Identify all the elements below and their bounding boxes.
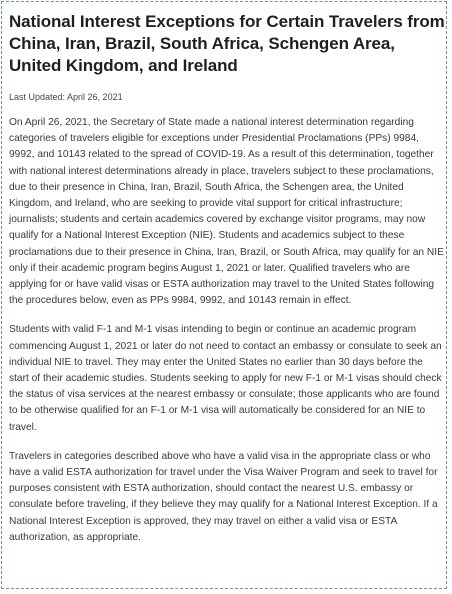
paragraph-determination: On April 26, 2021, the Secretary of State made a national interest determination regarding categories of travelers eligible for exceptions under Presidential Proclamations (PPs) 9984, 9992, and 10143 related to the spread of COVID-19. As a result of this determination, together with national interest determinations already in place, travelers subject to these proclamations, due to their presence in China, Iran, Brazil, South Africa, the Schengen area, the United Kingdom, and Ireland, who are seeking to provide vital support for critical infrastructure; journalists; students and certain academics covered by exchange visitor programs, may now qualify for a National Interest Exception (NIE). Students and academics subject to these proclamations due to their presence in China, Iran, Brazil, or South Africa, may qualify for an NIE only if their academic program begins August 1, 2021 or later. Qualified travelers who are applying for or have valid visas or ESTA authorization may travel to the United States following the procedures below, even as PPs 9984, 9992, and 10143 remain in effect. xyxy=(9,117,444,307)
page-title: National Interest Exceptions for Certain Travelers from China, Iran, Brazil, South Africa, Schengen Area, United Kingdom, and Ireland xyxy=(9,12,445,75)
paragraph-students: Students with valid F-1 and M-1 visas intending to begin or continue an academic program commencing August 1, 2021 or later do not need to contact an embassy or consulate to seek an individual NIE to travel. They may enter the United States no earlier than 30 days before the start of their academic studies. Students seeking to apply for new F-1 or M-1 visas should check the status of visa services at the nearest embassy or consulate; those applicants who are found to be otherwise qualified for an F-1 or M-1 visa will automatically be considered for an NIE to travel. xyxy=(9,324,442,433)
article-content xyxy=(9,11,445,546)
article-panel xyxy=(1,1,447,589)
paragraph-travelers: Travelers in categories described above who have a valid visa in the appropriate class or who have a valid ESTA authorization for travel under the Visa Waiver Program and seek to travel for purposes consistent with ESTA authorization, should contact the nearest U.S. embassy or consulate before traveling, if they believe they may qualify for a National Interest Exception. If a National Interest Exception is approved, they may travel on either a valid visa or ESTA authorization, as appropriate. xyxy=(9,450,438,543)
last-updated-date: Last Updated: April 26, 2021 xyxy=(9,92,123,102)
